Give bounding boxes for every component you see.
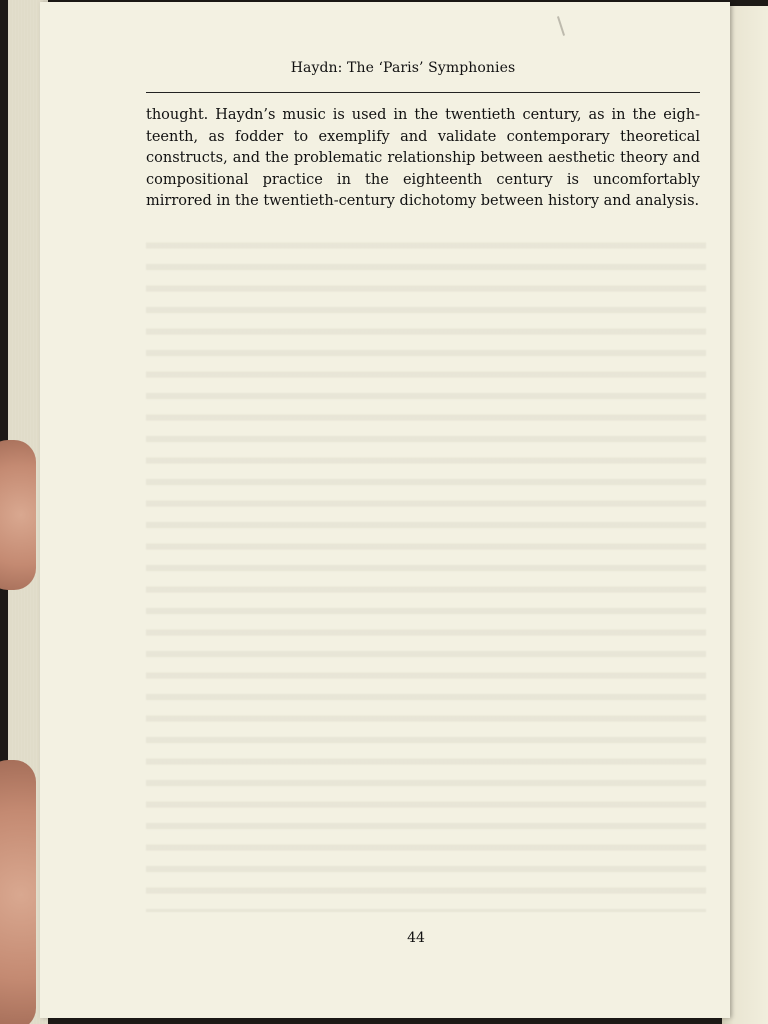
show-through-text — [146, 232, 706, 912]
thumb — [0, 760, 36, 1024]
paper-crease — [557, 16, 565, 36]
body-paragraph: thought. Haydn’s music is used in the twentieth century, as in the eighteenth, as fodder to exemplify and validate contemporary theoretical constructs, and the problematic relationship between aesthetic theory and compositional practice in the eighteenth century is uncomfortably mirrored in the twentieth-century dichotomy between history and analysis. — [146, 107, 700, 209]
running-head: Haydn: The ‘Paris’ Symphonies — [290, 60, 516, 76]
header-rule — [146, 92, 700, 93]
thumb — [0, 440, 36, 590]
page-number: 44 — [407, 930, 425, 946]
